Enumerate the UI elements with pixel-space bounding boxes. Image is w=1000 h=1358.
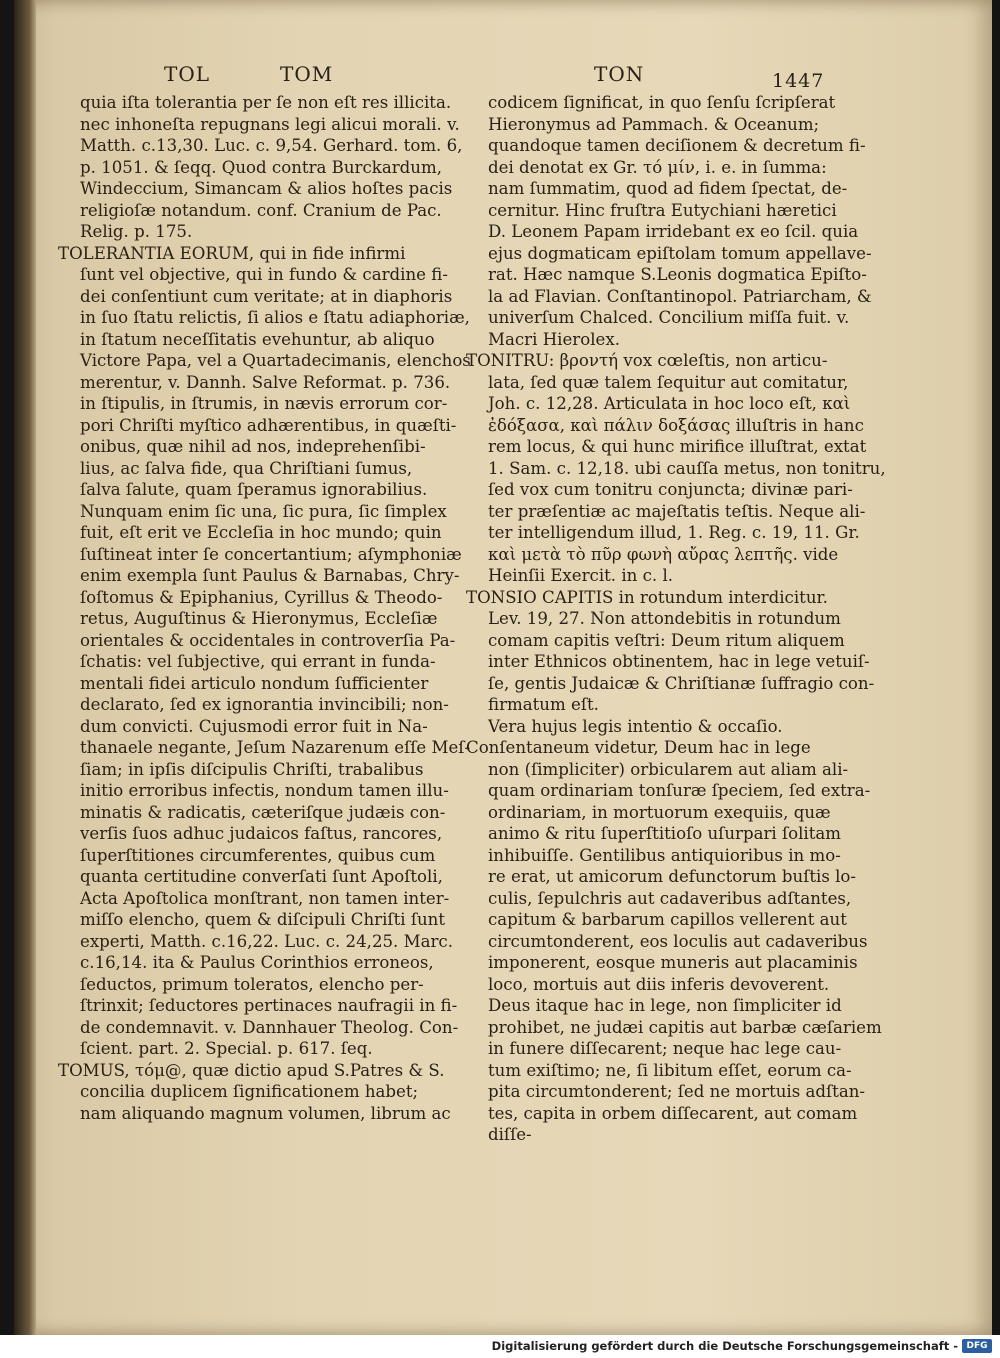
text-line: non (ſimpliciter) orbicularem aut aliam ali- — [488, 759, 849, 779]
text-line: ſcient. part. 2. Special. p. 617. ſeq. — [80, 1039, 373, 1058]
text-line: TOMUS, τόμ@, quæ dictio apud S.Patres & S. — [58, 1060, 445, 1080]
text-line: thanaele negante, Jeſum Nazarenum eſſe Meſ- — [80, 738, 471, 757]
text-line: Victore Papa, vel a Quartadecimanis, elenchos — [80, 351, 471, 370]
text-line: inter Ethnicos obtinentem, hac in lege vetuiſ- — [488, 652, 870, 671]
text-line: lius, ac ſalva fide, qua Chriſtiani ſumus, — [80, 458, 413, 478]
text-line: Macri Hierolex. — [488, 329, 620, 349]
text-line: experti, Matth. c.16,22. Luc. c. 24,25. Marc. — [80, 931, 453, 951]
text-line: Conſentaneum videtur, Deum hac in lege — [466, 738, 811, 757]
text-line: inhibuiſſe. Gentilibus antiquioribus in mo- — [488, 845, 841, 865]
text-line: ſtrinxit; ſeductores pertinaces naufragii in fi- — [80, 996, 458, 1015]
text-line: D. Leonem Papam irridebant ex eo ſcil. quia — [488, 222, 859, 241]
text-line: in funere diſſecarent; neque hac lege cau- — [488, 1039, 842, 1058]
right-column — [466, 92, 886, 1146]
text-line: univerſum Chalced. Concilium miſſa fuit. v. — [488, 308, 850, 327]
text-line: animo & ritu ſuperſtitioſo uſurpari ſolitam — [488, 824, 842, 843]
text-line: ſchatis: vel ſubjective, qui errant in funda- — [80, 652, 436, 671]
text-line: nec inhoneſta repugnans legi alicui morali. v. — [80, 114, 460, 134]
text-line: Windeccium, Simancam & alios hoſtes pacis — [80, 179, 453, 198]
header-word-ton: TON — [594, 62, 645, 86]
text-line: onibus, quæ nihil ad nos, indeprehenſibi- — [80, 437, 426, 456]
text-line: ſed vox cum tonitru conjuncta; divinæ pari- — [488, 480, 853, 499]
text-line: culis, ſepulchris aut cadaveribus adſtantes, — [488, 888, 852, 908]
text-line: ter intelligendum illud, 1. Reg. c. 19, 11. Gr. — [488, 523, 860, 542]
text-line: retus, Auguſtinus & Hieronymus, Eccleſiæ — [80, 609, 438, 628]
text-line: c.16,14. ita & Paulus Corinthios erroneos, — [80, 953, 434, 972]
text-line: la ad Flavian. Conſtantinopol. Patriarcham, & — [488, 286, 872, 306]
book-page — [14, 0, 992, 1335]
text-line: ter præſentiæ ac majeſtatis teſtis. Neque ali- — [488, 501, 866, 521]
text-line: rem locus, & qui hunc mirifice illuſtrat, extat — [488, 437, 867, 456]
text-line: p. 1051. & ſeqq. Quod contra Burckardum, — [80, 157, 442, 177]
text-line: dei conſentiunt cum veritate; at in diaphoris — [80, 286, 453, 306]
text-line: orientales & occidentales in controverſia Pa- — [80, 630, 456, 650]
left-column — [58, 92, 471, 1124]
text-line: Heinſii Exercit. in c. l. — [488, 566, 674, 585]
header-word-tol: TOL — [164, 62, 211, 86]
text-line: merentur, v. Dannh. Salve Reformat. p. 736. — [80, 372, 451, 392]
text-line: firmatum eſt. — [488, 695, 599, 714]
text-line: minatis & radicatis, cæteriſque judæis con- — [80, 802, 446, 822]
text-line: cernitur. Hinc fruſtra Eutychiani hæretici — [488, 200, 837, 220]
text-line: ſe, gentis Judaicæ & Chriſtianæ ſuffragio con- — [488, 673, 875, 693]
text-line: Lev. 19, 27. Non attondebitis in rotundum — [488, 609, 841, 628]
text-line: enim exempla ſunt Paulus & Barnabas, Chry- — [80, 566, 460, 585]
text-line: nam aliquando magnum volumen, librum ac — [80, 1103, 451, 1123]
text-line: ordinariam, in mortuorum exequiis, quæ — [488, 802, 831, 822]
text-line: concilia duplicem ſignificationem habet; — [80, 1082, 419, 1101]
text-line: Vera hujus legis intentio & occaſio. — [488, 716, 783, 736]
text-line: rat. Hæc namque S.Leonis dogmatica Epiſto- — [488, 265, 867, 284]
text-line: Hieronymus ad Pammach. & Oceanum; — [488, 114, 820, 134]
dfg-logo: DFG — [962, 1339, 992, 1353]
text-line: in ſtatum neceſſitatis evehuntur, ab aliquo — [80, 329, 435, 349]
text-line: imponerent, eosque muneris aut placaminis — [488, 953, 858, 972]
text-line: tum exiſtimo; ne, ſi libitum eſſet, eorum ca- — [488, 1060, 852, 1080]
text-line: Relig. p. 175. — [80, 222, 193, 241]
text-line: quam ordinariam tonſuræ ſpeciem, ſed extra- — [488, 781, 871, 800]
text-line: καὶ μετὰ τὸ πῦρ φωνὴ αὔρας λεπτῆς. vide — [488, 544, 839, 564]
text-line: Deus itaque hac in lege, non ſimpliciter id — [488, 996, 842, 1015]
text-line: codicem ſignificat, in quo ſenſu ſcripſerat — [488, 93, 836, 112]
text-line: pita circumtonderent; ſed ne mortuis adſtan- — [488, 1082, 866, 1101]
text-line: Nunquam enim ſic una, ſic pura, ſic ſimplex — [80, 501, 447, 521]
text-line: TONSIO CAPITIS in rotundum interdicitur. — [466, 587, 828, 607]
text-line: ſuperſtitiones circumferentes, quibus cum — [80, 845, 436, 865]
text-line: verſis ſuos adhuc judaicos faſtus, rancores, — [80, 824, 443, 843]
text-line: ſalva ſalute, quam ſperamus ignorabilius. — [80, 480, 428, 499]
text-line: re erat, ut amicorum defunctorum buſtis lo- — [488, 867, 857, 886]
page-number: 1447 — [772, 70, 825, 92]
text-line: ejus dogmaticam epiſtolam tomum appellave- — [488, 243, 872, 263]
text-line: quia iſta tolerantia per ſe non eſt res illicita. — [80, 93, 452, 112]
text-line: declarato, ſed ex ignorantia invincibili; non- — [80, 695, 449, 714]
text-line: fuit, eſt erit ve Eccleſia in hoc mundo; quin — [80, 523, 442, 542]
text-line: circumtonderent, eos loculis aut cadaveribus — [488, 931, 868, 951]
text-line: quanta certitudine converſati ſunt Apoſtoli, — [80, 867, 443, 886]
footer-credit: Digitalisierung gefördert durch die Deutsche Forschungsgemeinschaft - — [491, 1339, 958, 1353]
text-line: miſſo elencho, quem & diſcipuli Chriſti ſunt — [80, 910, 445, 929]
text-line: Acta Apoſtolica monſtrant, non tamen inter- — [80, 888, 450, 908]
text-line: nam ſummatim, quod ad fidem ſpectat, de- — [488, 179, 848, 198]
text-line: ἐδόξασα, καὶ πάλιν δοξάσας illuſtris in hanc — [488, 415, 864, 435]
text-line: diſſe- — [488, 1125, 532, 1144]
text-line: dum convicti. Cujusmodi error fuit in Na- — [80, 716, 428, 736]
page-gutter — [14, 0, 36, 1335]
header-word-tom: TOM — [280, 62, 334, 86]
text-line: in ſuo ſtatu relictis, ſi alios e ſtatu adiaphoriæ, — [80, 308, 470, 327]
text-line: ſiam; in ipſis diſcipulis Chriſti, trabalibus — [80, 759, 424, 779]
text-line: loco, mortuis aut diis inferis devoverent. — [488, 974, 830, 994]
text-line: capitum & barbarum capillos vellerent aut — [488, 910, 847, 929]
text-line: ſoſtomus & Epiphanius, Cyrillus & Theodo- — [80, 587, 443, 607]
text-line: TOLERANTIA EORUM, qui in fide infirmi — [58, 243, 406, 263]
text-line: mentali fidei articulo nondum ſufficienter — [80, 673, 429, 693]
text-line: 1. Sam. c. 12,18. ubi cauſſa metus, non tonitru, — [488, 458, 886, 478]
text-line: tes, capita in orbem diſſecarent, aut comam — [488, 1103, 858, 1123]
text-line: religioſæ notandum. conf. Cranium de Pac. — [80, 200, 442, 220]
text-line: ſeductos, primum toleratos, elencho per- — [80, 974, 424, 994]
text-line: in ſtipulis, in ſtrumis, in nævis errorum cor- — [80, 394, 448, 413]
text-line: de condemnavit. v. Dannhauer Theolog. Con- — [80, 1017, 459, 1037]
text-line: Matth. c.13,30. Luc. c. 9,54. Gerhard. tom. 6, — [80, 136, 463, 155]
text-line: initio erroribus infectis, nondum tamen illu- — [80, 781, 449, 800]
text-line: comam capitis veſtri: Deum ritum aliquem — [488, 630, 845, 650]
text-line: prohibet, ne judæi capitis aut barbæ cæſariem — [488, 1017, 882, 1037]
text-line: lata, ſed quæ talem ſequitur aut comitatur, — [488, 372, 849, 392]
text-line: quandoque tamen deciſionem & decretum fi- — [488, 136, 866, 155]
text-line: pori Chriſti myſtico adhærentibus, in quæſti- — [80, 415, 457, 435]
text-line: ſunt vel objective, qui in fundo & cardine fi- — [80, 265, 448, 284]
text-line: TONITRU: βροντή vox cœleſtis, non articu- — [466, 351, 828, 370]
footer-bar — [0, 1335, 1000, 1358]
text-line: ſuſtineat inter ſe concertantium; aſymphoniæ — [80, 544, 462, 564]
text-line: Joh. c. 12,28. Articulata in hoc loco eſt, καὶ — [488, 394, 851, 413]
text-line: dei denotat ex Gr. τό μίν, i. e. in ſumma: — [488, 157, 827, 177]
